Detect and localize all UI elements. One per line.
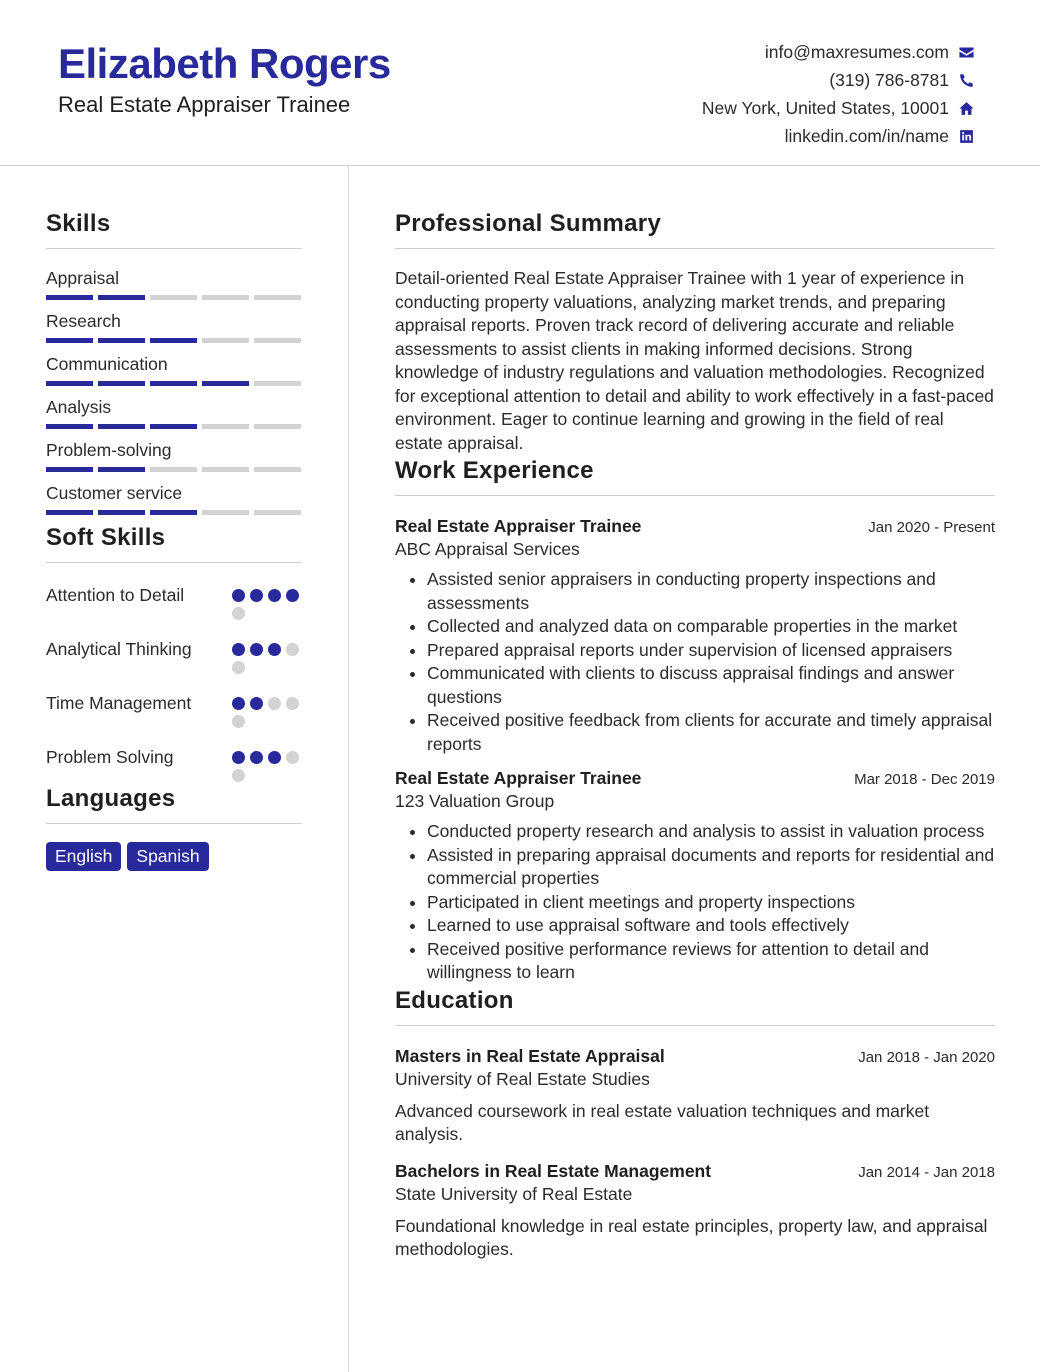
- skill-item: [46, 353, 302, 396]
- work-list: [395, 516, 995, 985]
- job-company: 123 Valuation Group: [395, 791, 555, 811]
- skill-level-segment: [254, 510, 301, 515]
- languages-list: [46, 842, 302, 871]
- job-bullets: [395, 820, 995, 985]
- contact-address: [702, 94, 975, 122]
- education-entry: [395, 1161, 995, 1262]
- rating-dot: [268, 697, 281, 710]
- skill-level-segment: [254, 424, 301, 429]
- skill-level-segment: [202, 424, 249, 429]
- skill-level-segment: [202, 295, 249, 300]
- job-bullet: • Participated in client meetings and property inspections: [427, 891, 995, 915]
- contact-linkedin[interactable]: [702, 122, 975, 150]
- job-bullet: • Collected and analyzed data on comparable properties in the market: [427, 615, 995, 639]
- rating-dot: [250, 643, 263, 656]
- rating-dot: [286, 751, 299, 764]
- soft-skills-title: Soft Skills: [46, 524, 302, 563]
- contact-email-text: info@maxresumes.com: [764, 41, 949, 62]
- skill-level-segment: [98, 424, 145, 429]
- rating-dot: [250, 751, 263, 764]
- rating-dot: [268, 751, 281, 764]
- summary-title: Professional Summary: [395, 210, 995, 249]
- skill-label: Appraisal: [46, 268, 119, 288]
- resume-header: [0, 0, 1040, 166]
- job-bullet: • Prepared appraisal reports under supervision of licensed appraisers: [427, 639, 995, 663]
- job-bullet: • Assisted senior appraisers in conducting property inspections and assessments: [427, 568, 995, 615]
- skill-level-segment: [46, 338, 93, 343]
- soft-skill-label: Analytical Thinking: [46, 639, 192, 659]
- job-title: Real Estate Appraiser Trainee: [395, 516, 642, 536]
- soft-skill-item: [46, 583, 302, 637]
- soft-skill-item: [46, 691, 302, 745]
- education-degree: Masters in Real Estate Appraisal: [395, 1045, 665, 1066]
- rating-dot: [286, 589, 299, 602]
- job-bullets: [395, 568, 995, 756]
- skill-label: Analysis: [46, 397, 112, 417]
- skills-list: [46, 267, 302, 525]
- skill-level-segment: [98, 295, 145, 300]
- contact-phone[interactable]: [702, 66, 975, 94]
- skill-item: [46, 396, 302, 439]
- job-header: [395, 516, 995, 537]
- job-bullet: • Received positive performance reviews for attention to detail and willingness to learn: [427, 938, 995, 985]
- rating-dot: [232, 589, 245, 602]
- skills-title: Skills: [46, 210, 302, 249]
- education-description: Advanced coursework in real estate valuation techniques and market analysis.: [395, 1100, 930, 1144]
- soft-skill-rating: [232, 745, 302, 799]
- language-badge: English: [46, 842, 121, 871]
- skill-label: Problem-solving: [46, 440, 172, 460]
- skill-level-segment: [202, 381, 249, 386]
- skill-level-segment: [46, 467, 93, 472]
- education-date: Jan 2014 - Jan 2018: [858, 1163, 995, 1181]
- rating-dot: [232, 751, 245, 764]
- job-bullet: • Conducted property research and analysis to assist in valuation process: [427, 820, 995, 844]
- rating-dot: [286, 697, 299, 710]
- phone-icon: [957, 71, 975, 89]
- skill-level-segment: [98, 510, 145, 515]
- rating-dot: [232, 607, 245, 620]
- education-degree: Bachelors in Real Estate Management: [395, 1160, 712, 1181]
- rating-dot: [232, 769, 245, 782]
- skill-label: Research: [46, 311, 121, 331]
- rating-dot: [232, 697, 245, 710]
- skill-level-segment: [254, 295, 301, 300]
- skill-label: Customer service: [46, 483, 183, 503]
- skill-level-segment: [150, 510, 197, 515]
- education-school: University of Real Estate Studies: [395, 1068, 650, 1089]
- soft-skill-rating: [232, 583, 302, 637]
- skill-level-segment: [98, 381, 145, 386]
- education-title: Education: [395, 987, 995, 1026]
- job-bullet: • Learned to use appraisal software and tools effectively: [427, 914, 995, 938]
- summary-text: Detail-oriented Real Estate Appraiser Trainee with 1 year of experience in conducting property valuations, analyzing market trends, and preparing appraisal reports. Proven track record of delivering accurate and reliable assessments to assist clients in making informed decisions. Strong knowledge of industry regulations and valuation methodologies. Recognized for exceptional attention to detail and ability to work effectively in a fast-paced environment. Eager to continue learning and growing in the field of real estate appraisal.: [395, 268, 994, 453]
- skill-level-segment: [150, 381, 197, 386]
- skill-level-bar: [46, 467, 302, 472]
- job-title: Real Estate Appraiser Trainee: [395, 768, 642, 788]
- skill-level-segment: [150, 467, 197, 472]
- skill-level-segment: [150, 295, 197, 300]
- education-header: [395, 1161, 995, 1182]
- soft-skill-label: Problem Solving: [46, 747, 174, 767]
- work-title: Work Experience: [395, 457, 995, 496]
- education-entry: [395, 1046, 995, 1147]
- job-bullet: • Received positive feedback from clients for accurate and timely appraisal reports: [427, 709, 995, 756]
- job-company: ABC Appraisal Services: [395, 539, 580, 559]
- skill-level-segment: [98, 338, 145, 343]
- skill-item: [46, 439, 302, 482]
- job-entry: [395, 516, 995, 756]
- job-date: Mar 2018 - Dec 2019: [854, 771, 995, 788]
- left-column: [46, 210, 302, 871]
- candidate-name: Elizabeth Rogers: [58, 40, 391, 87]
- rating-dot: [286, 643, 299, 656]
- job-bullet: • Communicated with clients to discuss appraisal findings and answer questions: [427, 662, 995, 709]
- rating-dot: [232, 715, 245, 728]
- skill-level-segment: [202, 510, 249, 515]
- skill-level-segment: [98, 467, 145, 472]
- skill-item: [46, 267, 302, 310]
- rating-dot: [268, 589, 281, 602]
- contact-email[interactable]: [702, 38, 975, 66]
- skill-level-bar: [46, 381, 302, 386]
- skill-item: [46, 310, 302, 353]
- rating-dot: [232, 643, 245, 656]
- education-description: Foundational knowledge in real estate principles, property law, and appraisal methodologies.: [395, 1215, 988, 1259]
- job-header: [395, 768, 995, 789]
- skill-level-bar: [46, 510, 302, 515]
- column-divider: [348, 166, 349, 1372]
- contact-phone-text: (319) 786-8781: [829, 69, 949, 90]
- skill-level-segment: [254, 467, 301, 472]
- contact-list: [702, 38, 975, 150]
- envelope-icon: [957, 43, 975, 61]
- rating-dot: [268, 643, 281, 656]
- education-list: [395, 1046, 995, 1262]
- skill-level-segment: [202, 467, 249, 472]
- job-entry: [395, 768, 995, 985]
- soft-skill-label: Time Management: [46, 693, 192, 713]
- contact-linkedin-text: linkedin.com/in/name: [784, 125, 949, 146]
- language-badge: Spanish: [127, 842, 208, 871]
- skill-level-segment: [46, 424, 93, 429]
- contact-address-text: New York, United States, 10001: [701, 97, 949, 118]
- rating-dot: [250, 697, 263, 710]
- skill-level-segment: [150, 338, 197, 343]
- candidate-role: Real Estate Appraiser Trainee: [58, 92, 351, 117]
- skill-item: [46, 482, 302, 525]
- skill-level-segment: [150, 424, 197, 429]
- soft-skills-list: [46, 583, 302, 799]
- rating-dot: [232, 661, 245, 674]
- rating-dot: [250, 589, 263, 602]
- job-date: Jan 2020 - Present: [868, 519, 995, 536]
- linkedin-icon: [957, 127, 975, 145]
- skill-level-segment: [46, 510, 93, 515]
- skill-level-segment: [46, 295, 93, 300]
- soft-skill-item: [46, 637, 302, 691]
- job-bullet: • Assisted in preparing appraisal documents and reports for residential and commercial properties: [427, 844, 995, 891]
- right-column: [395, 210, 995, 1262]
- education-school: State University of Real Estate: [395, 1183, 633, 1204]
- education-date: Jan 2018 - Jan 2020: [858, 1048, 995, 1066]
- skill-label: Communication: [46, 354, 168, 374]
- skill-level-segment: [254, 381, 301, 386]
- home-icon: [957, 99, 975, 117]
- education-header: [395, 1046, 995, 1067]
- skill-level-bar: [46, 424, 302, 429]
- soft-skill-rating: [232, 637, 302, 691]
- skill-level-segment: [254, 338, 301, 343]
- skill-level-segment: [46, 381, 93, 386]
- skill-level-segment: [202, 338, 249, 343]
- languages-title: Languages: [46, 785, 302, 824]
- soft-skill-rating: [232, 691, 302, 745]
- skill-level-bar: [46, 338, 302, 343]
- skill-level-bar: [46, 295, 302, 300]
- soft-skill-label: Attention to Detail: [46, 585, 185, 605]
